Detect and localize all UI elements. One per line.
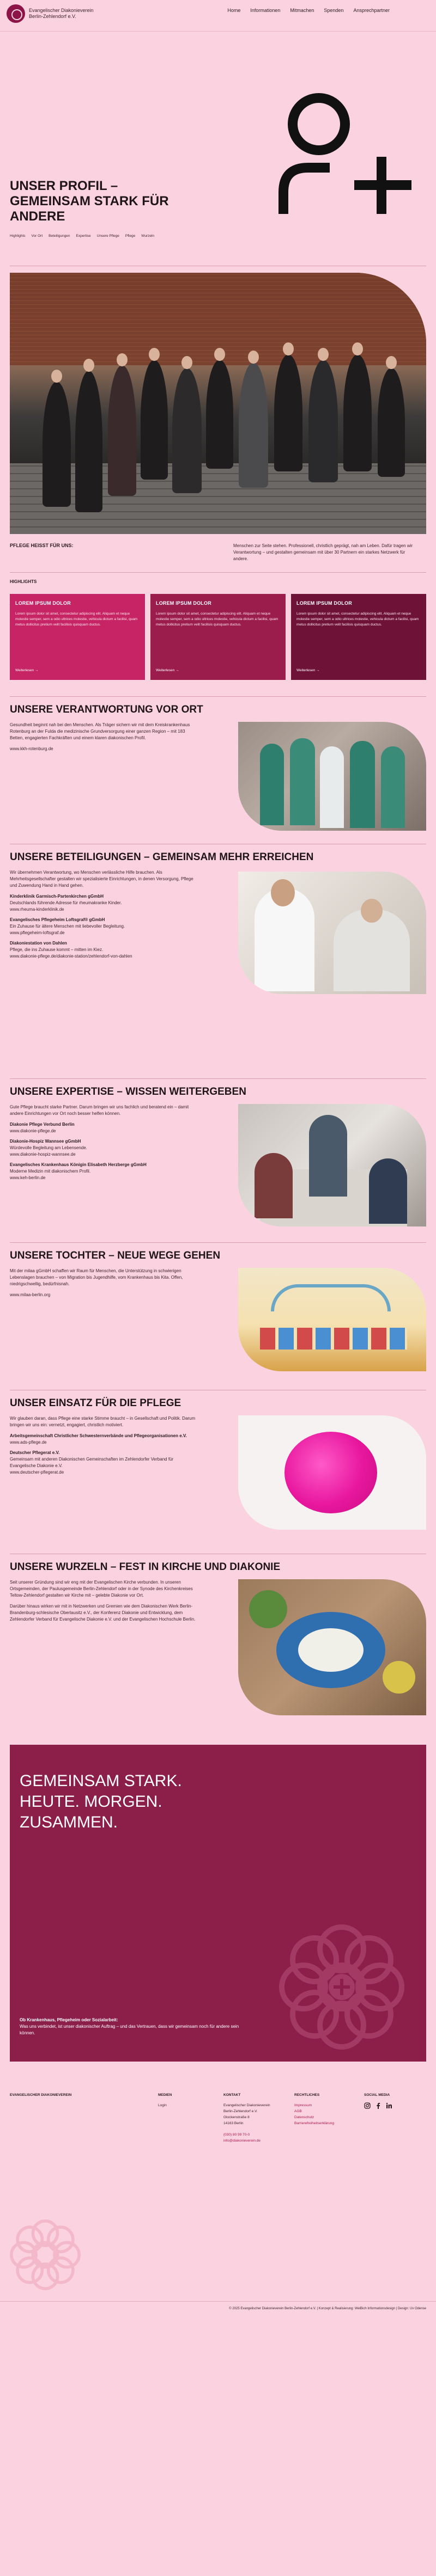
photo-head <box>248 351 259 364</box>
logo-text <box>29 8 105 20</box>
section-title: UNSER EINSATZ FÜR DIE PFLEGE <box>10 1397 181 1409</box>
footer-media-col <box>158 2092 172 2108</box>
einsatz-intro: Wir glauben daran, dass Pflege eine starke Stimme braucht – in Gesellschaft und Politik. Darum bringen wir uns ein: vernetzt, engagiert, christlich motiviert. <box>10 1416 196 1427</box>
beteiligungen-intro: Wir übernehmen Verantwortung, wo Menschen verlässliche Hilfe brauchen. Als Mehrheitsgesellschafter gestalten wir spezialisierte Einrichtungen, in denen Versorgung, Pflege und Zuwendung Hand in Hand gehen. <box>10 870 193 888</box>
page-title: UNSER PROFIL – GEMEINSAM STARK FÜR ANDERE <box>10 179 169 224</box>
section-text <box>10 1104 198 1226</box>
section-text <box>10 722 198 831</box>
cta-foot-bold: Ob Krankenhaus, Pflegeheim oder Sozialarbeit: <box>20 2017 118 2022</box>
pflege-text: Menschen zur Seite stehen. Professionell, christlich geprägt, nah am Leben. Dafür tragen wir Verantwortung – und gestalten gemeinsam mit über 30 Partnern ein starkes Netzwerk für andere. <box>233 543 413 561</box>
contact-line: Evangelischer Diakonieverein <box>223 2103 270 2107</box>
photo-head <box>181 356 192 369</box>
item-name: Diakonie Pflege Verbund Berlin <box>10 1122 75 1127</box>
photo-person <box>172 368 202 493</box>
contact-phone-link[interactable]: (030) 80 99 70-0 <box>223 2133 250 2137</box>
photo-head <box>271 879 295 906</box>
main-nav <box>227 8 390 13</box>
section-title: UNSERE VERANTWORTUNG VOR ORT <box>10 704 203 715</box>
section-beteiligungen <box>0 844 436 1078</box>
section-title: UNSERE TOCHTER – NEUE WEGE GEHEN <box>10 1250 221 1261</box>
photo-person <box>290 738 315 825</box>
section-body <box>10 1268 426 1371</box>
list-item <box>10 1138 198 1158</box>
kkh-link[interactable]: www.kkh-rotenburg.de <box>10 746 53 751</box>
photo-person <box>206 360 233 469</box>
item-name: Deutscher Pflegerat e.V. <box>10 1450 60 1455</box>
logo-line-1: Evangelischer Diakonieverein <box>29 8 94 13</box>
nav-informationen[interactable]: Informationen <box>250 8 281 13</box>
hero <box>0 32 436 228</box>
item-desc: Gemeinsam mit anderen Diakonischen Gemeinschaften im Zehlendorfer Verband für Evangelische Diakonie e.V. <box>10 1457 174 1468</box>
contact-spacer <box>223 2126 270 2132</box>
highlights-cards <box>0 594 436 696</box>
footer-legal-col <box>294 2092 334 2126</box>
footer-contact-col <box>223 2092 270 2144</box>
footer-contact-title: KONTAKT <box>223 2093 241 2097</box>
section-text <box>10 869 198 994</box>
photo-head <box>361 899 383 923</box>
item-link[interactable]: www.rheuma-kinderklinik.de <box>10 907 64 912</box>
contact-line: Berlin-Zehlendorf e.V. <box>223 2109 258 2113</box>
nav-ansprechpartner[interactable]: Ansprechpartner <box>353 8 390 13</box>
footer-impressum-link[interactable]: Impressum <box>294 2103 312 2107</box>
footer-barrierefreiheit-link[interactable]: Barrierefreiheitserklärung <box>294 2121 334 2125</box>
cta-line-3: ZUSAMMEN. <box>20 1813 118 1831</box>
pflege-statement <box>0 534 436 572</box>
photo-person <box>274 354 302 471</box>
nav-mitmachen[interactable]: Mitmachen <box>290 8 314 13</box>
card-title: LOREM IPSUM DOLOR <box>156 600 211 606</box>
site-logo[interactable] <box>7 4 105 23</box>
photo-head <box>51 370 62 383</box>
footer-login-link[interactable]: Login <box>158 2103 167 2107</box>
anchor-beteiligungen[interactable]: Beteiligungen <box>49 234 70 238</box>
item-name: Evangelisches Pflegeheim Loftsgraf® gGmbH <box>10 917 105 922</box>
item-name: Diakoniestation von Dahlen <box>10 941 67 946</box>
footer-agb-link[interactable]: AGB <box>294 2109 302 2113</box>
photo-head <box>386 356 397 369</box>
photo-person <box>239 363 268 488</box>
item-name: Diakonie-Hospiz Wannsee gGmbH <box>10 1139 81 1144</box>
kita-photo <box>238 1268 426 1371</box>
photo-cake <box>298 1628 364 1672</box>
footer-media-title: MEDIEN <box>158 2093 172 2097</box>
anchor-expertise[interactable]: Expertise <box>76 234 91 238</box>
item-name: Evangelisches Krankenhaus Königin Elisabeth Herzberge gGmbH <box>10 1162 147 1167</box>
rosette-watermark-icon <box>279 1924 404 2050</box>
section-text <box>10 1268 198 1371</box>
wurzeln-text-1: Seit unserer Gründung sind wir eng mit der Evangelischen Kirche verbunden. In unseren Ortsgemeinden, der Paulusgemeinde Berlin-Zehlendorf oder in der Synode des Kirchenkreises Teltow-Zehlendorf gestalten wir Kirche mit – gelebte Diakonie vor Ort. <box>10 1580 193 1598</box>
card-text: Lorem ipsum dolor sit amet, consectetur adipiscing elit. Aliquam et neque molestie semper, sem a odio ultrices molestie, vehicula dictum a facilisi, quam metus dollicitus pretium velit facilisis quisquam ductus. <box>15 612 138 627</box>
doctors-photo <box>238 722 426 831</box>
anchor-pflege[interactable]: Pflege <box>125 234 136 238</box>
item-name: Kinderklinik Garmisch-Partenkirchen gGmbH <box>10 894 104 899</box>
item-name: Arbeitsgemeinschaft Christlicher Schwesternverbände und Pflegeorganisationen e.V. <box>10 1433 187 1438</box>
item-link[interactable]: www.deutscher-pflegerat.de <box>10 1470 64 1475</box>
nav-spenden[interactable]: Spenden <box>324 8 344 13</box>
section-verantwortung <box>0 697 436 844</box>
photo-head <box>83 359 94 372</box>
pink-blob <box>284 1432 377 1513</box>
rosette-logo-icon <box>7 4 25 23</box>
photo-person <box>369 1158 407 1224</box>
team-group-photo <box>10 273 426 534</box>
tochter-text: Mit der milaa gGmbH schaffen wir Raum für Menschen, die Unterstützung in schwierigen Lebenslagen brauchen – von Migration bis Jugendhilfe, vom Krankenhaus bis Kita. Offen, niedrigschwellig, bedürfnisnah. <box>10 1268 183 1286</box>
photo-person <box>343 354 372 471</box>
pflege-label: PFLEGE HEISST FÜR UNS: <box>10 543 74 548</box>
item-desc: Pflege, die ins Zuhause kommt – mitten im Kiez. <box>10 947 104 952</box>
item-link[interactable]: www.ads-pflege.de <box>10 1440 47 1445</box>
anchor-unsere-pflege[interactable]: Unsere Pflege <box>96 234 119 238</box>
footer-datenschutz-link[interactable]: Datenschutz <box>294 2115 314 2119</box>
photo-person <box>43 382 71 507</box>
footer-social-col <box>364 2092 392 2109</box>
anchor-wurzeln[interactable]: Wurzeln <box>141 234 155 238</box>
item-desc: Moderne Medizin mit diakonischem Profil. <box>10 1169 91 1174</box>
cta-banner <box>10 1745 426 2062</box>
section-body <box>10 1104 426 1226</box>
section-title: UNSERE BETEILIGUNGEN – GEMEINSAM MEHR ERREICHEN <box>10 851 314 863</box>
section-body <box>10 722 426 831</box>
card-title: LOREM IPSUM DOLOR <box>296 600 352 606</box>
photo-person <box>255 1153 293 1218</box>
photo-flowers <box>249 1590 287 1628</box>
photo-children <box>260 1328 407 1350</box>
section-text <box>10 1579 198 1715</box>
item-desc: Würdevolle Begleitung am Lebensende. <box>10 1145 87 1150</box>
highlight-card[interactable] <box>10 594 145 680</box>
highlight-card[interactable] <box>291 594 426 680</box>
photo-head <box>352 342 363 355</box>
site-header <box>0 0 436 32</box>
item-link[interactable]: www.diakonie-pflege.de <box>10 1128 56 1133</box>
section-tochter <box>0 1243 436 1390</box>
list-item <box>10 1450 198 1476</box>
section-title: UNSERE WURZELN – FEST IN KIRCHE UND DIAKONIE <box>10 1561 281 1573</box>
section-body <box>10 869 426 994</box>
section-einsatz <box>0 1390 436 1554</box>
facebook-icon[interactable] <box>375 2102 382 2109</box>
footer-social-title: SOCIAL MEDIA <box>364 2093 390 2097</box>
social-icons <box>364 2102 392 2109</box>
beteiligungen-list <box>10 893 198 960</box>
contact-line: Glockenstraße 8 <box>223 2115 250 2119</box>
card-read-more-link[interactable]: Weiterlesen → <box>296 668 320 672</box>
footer-brand: EVANGELISCHER DIAKONIEVEREIN <box>10 2093 72 2097</box>
photo-person <box>75 371 102 512</box>
highlights-label: HIGHLIGHTS <box>10 579 37 584</box>
cta-headline <box>20 1771 182 1833</box>
card-text: Lorem ipsum dolor sit amet, consectetur adipiscing elit. Aliquam et neque molestie semper, sem a odio ultrices molestie, vehicula dictum a facilisi, quam metus dollicitus pretium velit facilisis quisquam ductus. <box>156 612 278 627</box>
photo-person <box>378 368 405 477</box>
photo-person <box>381 746 405 828</box>
photo-person <box>308 360 338 482</box>
rosette-footer-icon <box>10 2219 81 2290</box>
verantwortung-text: Gesundheit beginnt nah bei den Menschen. Als Träger sichern wir mit dem Kreiskrankenhaus Rotenburg an der Fulda die medizinische Grundversorgung einer ganzen Region – mit 183 Betten, engagierten Fachkräften und einem klaren diakonischen Profil. <box>10 722 190 740</box>
photo-head <box>318 348 329 361</box>
section-wurzeln <box>0 1554 436 1723</box>
list-item <box>10 893 198 913</box>
cta-line-1: GEMEINSAM STARK. <box>20 1772 182 1790</box>
photo-head <box>117 353 128 366</box>
card-read-more-link[interactable]: Weiterlesen → <box>15 668 39 672</box>
item-desc: Ein Zuhause für ältere Menschen mit liebevoller Begleitung. <box>10 924 125 929</box>
anchor-nav <box>10 234 154 238</box>
photo-head <box>214 348 225 361</box>
anchor-vor-ort[interactable]: Vor Ort <box>31 234 43 238</box>
instagram-icon[interactable] <box>364 2102 371 2109</box>
logo-line-2: Berlin-Zehlendorf e.V. <box>29 14 76 19</box>
item-desc: Deutschlands führende Adresse für rheumakranke Kinder. <box>10 900 122 905</box>
photo-person <box>141 360 168 480</box>
card-text: Lorem ipsum dolor sit amet, consectetur adipiscing elit. Aliquam et neque molestie semper, sem a odio ultrices molestie, vehicula dictum a facilisi, quam metus dollicitus pretium velit facilisis quisquam ductus. <box>296 612 419 627</box>
photo-person <box>350 741 375 828</box>
expertise-intro: Gute Pflege braucht starke Partner. Darum bringen wir uns fachlich und beratend ein – damit andere Einrichtungen vor Ort noch besser helfen können. <box>10 1105 189 1116</box>
photo-person <box>309 1115 347 1197</box>
photo-person <box>108 365 136 496</box>
photo-head <box>149 348 160 361</box>
section-title: UNSERE EXPERTISE – WISSEN WEITERGEBEN <box>10 1086 246 1097</box>
cta-footnote <box>20 2017 249 2037</box>
photo-steps <box>10 463 426 534</box>
item-link[interactable]: www.pflegeheim-loftsgraf.de <box>10 930 65 935</box>
list-item <box>10 1121 198 1134</box>
footer-brand-col <box>10 2092 71 2102</box>
card-title: LOREM IPSUM DOLOR <box>15 600 71 606</box>
site-footer <box>0 2062 436 2317</box>
section-body <box>10 1579 426 1715</box>
section-body <box>10 1415 426 1530</box>
list-item <box>10 1433 198 1446</box>
list-item <box>10 917 198 936</box>
user-plus-icon <box>275 91 417 217</box>
contact-line: 14163 Berlin <box>223 2121 244 2125</box>
footer-legal-title: RECHTLICHES <box>294 2093 320 2097</box>
list-item <box>10 940 198 960</box>
cta-foot-text: Was uns verbindet, ist unser diakonischer Auftrag – und das Vertrauen, dass wir gemeinsam noch für andere sein können. <box>20 2024 239 2035</box>
photo-flowers <box>383 1661 415 1694</box>
photo-person <box>320 746 344 828</box>
highlight-card[interactable] <box>150 594 286 680</box>
expertise-list <box>10 1121 198 1181</box>
cta-line-2: HEUTE. MORGEN. <box>20 1793 162 1811</box>
pink-blob-image <box>238 1415 426 1530</box>
photo-head <box>283 342 294 355</box>
meeting-photo <box>238 1104 426 1226</box>
list-item <box>10 1162 198 1181</box>
item-link[interactable]: www.diakonie-pflege.de/diakonie-station/zehlendorf-von-dahlen <box>10 954 132 959</box>
photo-rainbow <box>271 1284 391 1311</box>
card-read-more-link[interactable]: Weiterlesen → <box>156 668 179 672</box>
item-link[interactable]: www.keh-berlin.de <box>10 1175 46 1180</box>
photo-person <box>260 744 284 825</box>
anchor-nav-wrapper <box>0 228 436 266</box>
section-text <box>10 1415 198 1530</box>
footer-copyright: © 2025 Evangelischer Diakonieverein Berlin-Zehlendorf e.V. | Konzept & Realisierung: WeiBich Informationsdesign | Design: Uv Odense <box>0 2301 436 2316</box>
care-photo <box>238 872 426 994</box>
linkedin-icon[interactable] <box>386 2102 392 2109</box>
section-expertise <box>0 1079 436 1242</box>
einsatz-list <box>10 1433 198 1476</box>
item-link[interactable]: www.diakonie-hospiz-wannsee.de <box>10 1152 76 1157</box>
anchor-highlights[interactable]: Highlights <box>10 234 26 238</box>
nav-home[interactable]: Home <box>227 8 241 13</box>
contact-email-link[interactable]: info@diakonieverein.de <box>223 2139 261 2143</box>
milaa-link[interactable]: www.milaa-berlin.org <box>10 1292 51 1297</box>
wurzeln-text-2: Darüber hinaus wirken wir mit in Netzwerken und Gremien wie dem Diakonischen Werk Berlin-Brandenburg-schlesische Oberlausitz e.V., der Konferenz Diakonie und Entwicklung, dem Zehlendorfer Verband für Evangelische Diakonie e.V. und der Evangelischen Hochschule Berlin. <box>10 1604 196 1622</box>
table-photo <box>238 1579 426 1715</box>
